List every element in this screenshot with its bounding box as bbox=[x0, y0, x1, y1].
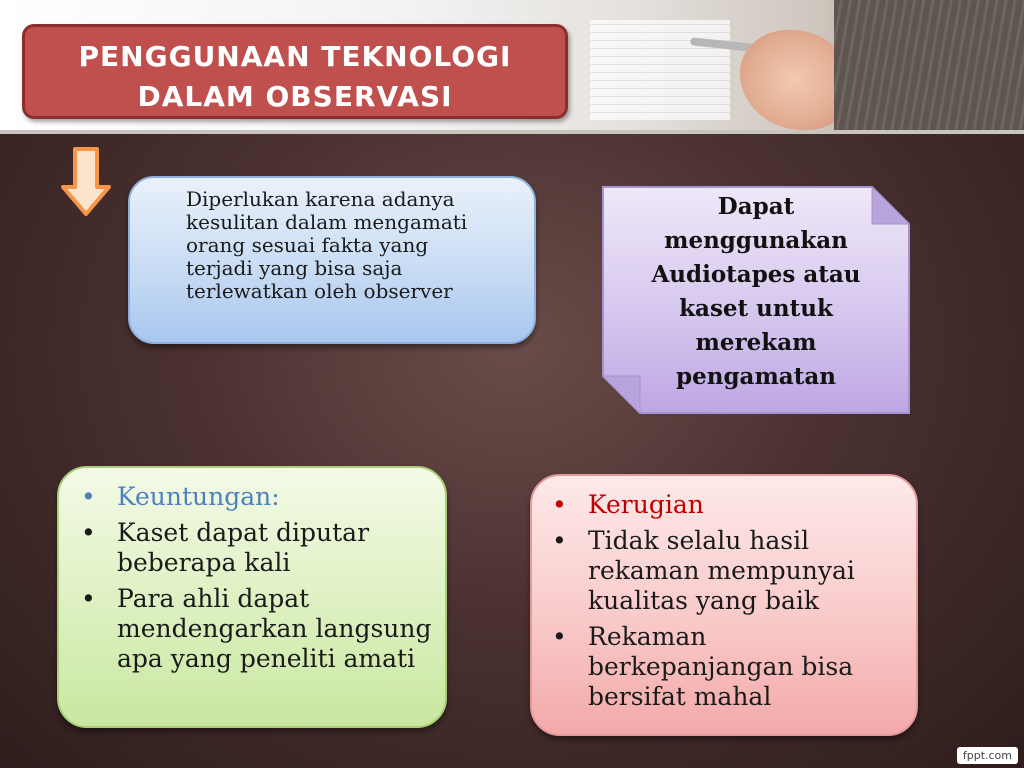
disadvantages-box bbox=[530, 474, 918, 736]
title-line-2: DALAM OBSERVASI bbox=[137, 80, 453, 113]
advantages-box bbox=[57, 466, 447, 728]
title-line-1: PENGGUNAAN TEKNOLOGI bbox=[78, 40, 512, 73]
document-paper-image bbox=[590, 20, 730, 120]
list-item: • Tidak selalu hasil rekaman mempunyai kualitas yang baik bbox=[552, 526, 855, 615]
bullet-icon: • bbox=[81, 518, 96, 547]
bullet-icon: • bbox=[81, 584, 96, 613]
bullet-icon: • bbox=[552, 526, 567, 555]
disadvantages-heading: • Kerugian bbox=[552, 490, 704, 519]
audiotape-line: pengamatan bbox=[676, 363, 836, 390]
slide-title bbox=[25, 37, 565, 117]
suit-image bbox=[834, 0, 1024, 132]
header-divider bbox=[0, 130, 1024, 134]
down-arrow-icon bbox=[60, 147, 112, 217]
audiotape-text bbox=[630, 190, 882, 394]
audiotape-line: menggunakan bbox=[664, 227, 848, 254]
reason-text: Diperlukan karena adanya kesulitan dalam mengamati orang sesuai fakta yang terjadi yang bisa saja terlewatkan oleh observer bbox=[186, 187, 468, 303]
audiotape-line: Dapat bbox=[717, 193, 795, 220]
watermark: fppt.com bbox=[957, 747, 1018, 764]
bullet-icon: • bbox=[81, 482, 96, 511]
advantages-list bbox=[75, 482, 435, 680]
bullet-icon: • bbox=[552, 490, 567, 519]
advantages-heading: • Keuntungan: bbox=[81, 482, 280, 511]
bullet-icon: • bbox=[552, 622, 567, 651]
title-box bbox=[22, 24, 568, 119]
audiotape-line: merekam bbox=[695, 329, 817, 356]
list-item: • Kaset dapat diputar beberapa kali bbox=[81, 518, 370, 577]
audiotape-box bbox=[600, 184, 912, 416]
audiotape-line: kaset untuk bbox=[679, 295, 833, 322]
list-item: • Rekaman berkepanjangan bisa bersifat mahal bbox=[552, 622, 854, 711]
reason-box bbox=[128, 176, 536, 344]
audiotape-line: Audiotapes atau bbox=[651, 261, 861, 288]
disadvantages-list bbox=[546, 490, 906, 718]
list-item: • Para ahli dapat mendengarkan langsung apa yang peneliti amati bbox=[81, 584, 432, 673]
